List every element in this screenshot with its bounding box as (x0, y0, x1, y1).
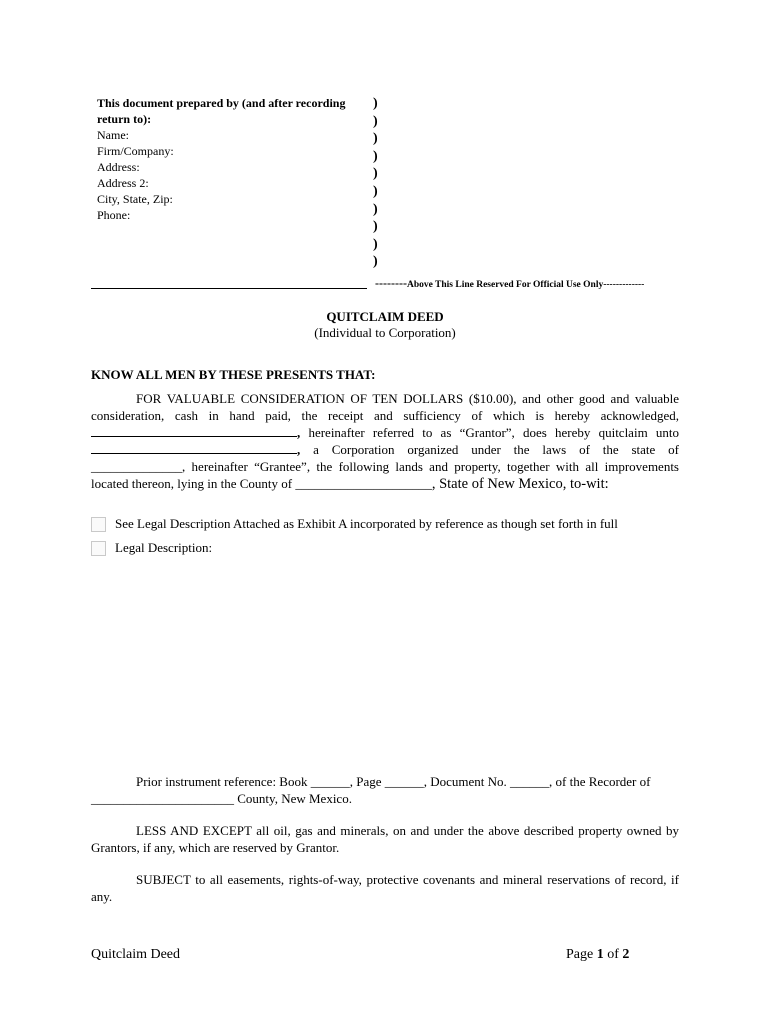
preparer-address-label: Address: (97, 160, 140, 174)
preparer-name-label: Name: (97, 128, 129, 142)
exhibit-a-label: See Legal Description Attached as Exhibit A incorporated by reference as though set forth in full (115, 516, 618, 531)
option-exhibit-a[interactable] (91, 516, 618, 532)
preparer-address2-label: Address 2: (97, 176, 149, 190)
preparer-heading: This document prepared by (and after recording return to): (97, 96, 346, 126)
paren-column: ) ) ) ) ) ) ) ) ) ) (373, 96, 378, 270)
county-blank[interactable]: _____________________ (295, 476, 432, 491)
preparer-firm-label: Firm/Company: (97, 144, 174, 158)
less-except-paragraph: LESS AND EXCEPT all oil, gas and minerals, on and under the above described property owned by Grantors, if any, which are reserved by Grantor. (91, 823, 679, 855)
grantor-name-blank[interactable] (91, 424, 297, 437)
know-all-heading: KNOW ALL MEN BY THESE PRESENTS THAT: (91, 367, 376, 382)
preparer-city-label: City, State, Zip: (97, 192, 173, 206)
subject-to-paragraph: SUBJECT to all easements, rights-of-way, protective covenants and mineral reservations of record, if any. (91, 872, 679, 904)
footer-page-number: Page 1 of 2 (566, 947, 630, 962)
preparer-underline (91, 288, 367, 289)
document-subtitle: (Individual to Corporation) (314, 325, 456, 340)
document-title: QUITCLAIM DEED (326, 309, 444, 324)
legal-description-label: Legal Description: (115, 540, 213, 555)
exhibit-a-checkbox[interactable] (91, 517, 106, 532)
grantee-state-blank[interactable]: ______________ (91, 459, 182, 474)
footer-document-name: Quitclaim Deed (91, 947, 181, 962)
reserved-line-text: --------Above This Line Reserved For Official Use Only------------- (375, 276, 645, 290)
grantee-name-blank[interactable] (91, 441, 297, 454)
preparer-phone-label: Phone: (97, 208, 131, 222)
option-legal-description[interactable] (91, 540, 212, 556)
preparer-block (97, 95, 367, 223)
prior-instrument-paragraph: Prior instrument reference: Book ______, Page ______, Document No. ______, of the Recorder of ______________________ County, New Mexico. (91, 774, 651, 806)
consideration-paragraph: FOR VALUABLE CONSIDERATION OF TEN DOLLARS ($10.00), and other good and valuable consideration, cash in hand paid, the receipt and sufficiency of which is hereby acknowledged, , hereinafter referred to as “Grantor”, does hereby quitclaim unto , a Corporation organized under the laws of the state of ______________, hereinafter “Grantee”, the following lands and property, together with all improvements located thereon, lying in the County of _____________________, State of New Mexico, to-wit: (91, 391, 679, 492)
legal-description-checkbox[interactable] (91, 541, 106, 556)
